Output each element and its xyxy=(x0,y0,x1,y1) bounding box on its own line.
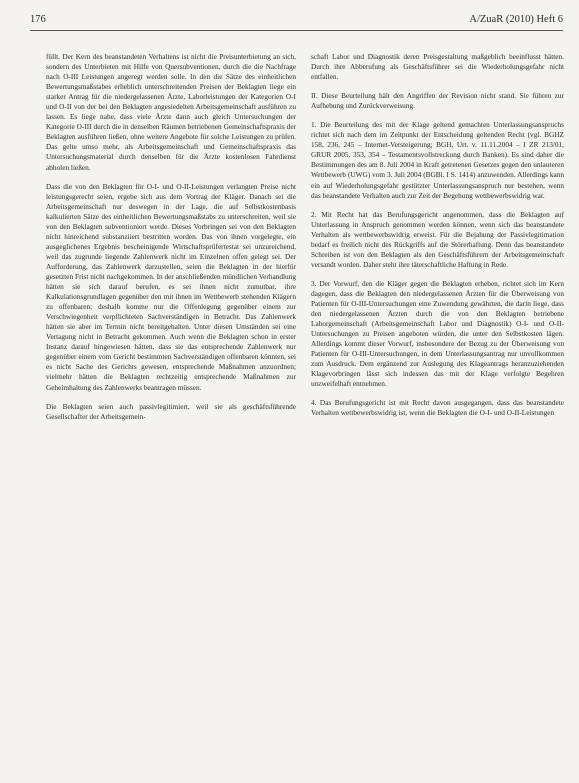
left-column xyxy=(46,52,296,422)
paragraph: Dass die von den Beklagten für O-I- und O-II-Leistungen verlangten Preise nicht leistungsgerecht seien, ergebe sich aus dem Vortrag der Kläger. Danach sei die Arbeitsgemeinschaft nur deswegen in der Lage, die auf Selbstkostenbasis kalkulierten Sätze des einheitlichen Bewertungsmaßstabs zu unterschreiten, weil sie von den Beklagten subventioniert werde. Dieses Vorbringen sei von den Beklagten nicht hinreichend substanziiert bestritten worden. Das von ihnen vorgelegte, ein ausgeglichenes Ergebnis bescheinigende Wirtschaftsprüfertestat sei unzureichend, weil das zugrunde liegende Zahlenwerk nicht im Einzelnen offen gelegt sei. Der Aufforderung, das Zahlenwerk darzustellen, seien die Beklagten in der hierfür gesetzten Frist nicht nachgekommen. In der anschließenden mündlichen Verhandlung hätten sie sich darauf berufen, es sei ihnen nicht zumutbar, ihre Kalkulationsgrundlagen gegenüber den mit ihnen im Wettbewerb stehenden Klägern zu offenbaren; deshalb komme nur die Offenlegung gegenüber einem zur Verschwiegenheit verpflichteten Sachverständigen in Betracht. Das Zahlenwerk hätten sie aber im Termin nicht bereitgehalten. Unter diesen Umständen sei eine Vertagung nicht in Betracht gekommen. Auch wenn die Beklagten schon in erster Instanz darauf hingewiesen hätten, dass sie das entsprechende Zahlenwerk nur gegenüber einem vom Gericht bestimmten Sachverständigen offenbaren könnten, sei es nicht Sache des Gerichts gewesen, entsprechende Maßnahmen anzuordnen; vielmehr hätten die Beklagten rechtzeitig entsprechende Maßnahmen zur Geheimhaltung des Zahlenwerks beantragen müssen. xyxy=(46,181,296,392)
paragraph: II. Diese Beurteilung hält den Angriffen der Revision nicht stand. Sie führen zur Aufhebung und Zurückverweisung. xyxy=(311,91,564,111)
page-header xyxy=(30,12,563,31)
paragraph: füllt. Der Kern des beanstandeten Verhaltens ist nicht die Preisunterbietung an sich, sondern des Unterbieten mit Hilfe von Quersubventionen, durch die die Nachfrage nach O-III Leistungen angeregt werden solle. In den die Sätze des einheitlichen Bewertungsmaßstabes erheblich unterschreitenden Preisen der Beklagten liege ein starker Antrag für die niedergelassenen Ärzte, Laborleistungen der Kategorien O-I und O-II von der bei den Beklagten angesiedelten Arbeitsgemeinschaft ausführen zu lassen. Es liege nahe, dass viele Ärzte dann auch gleich Untersuchungen der Kategorie O-III durch die in denselben Räumen betriebenen Gemeinschaftspraxis der Beklagten ausführen ließen, ohne weitere Angebote für solche Leistungen zu prüfen. Das gelte umso mehr, als Arbeitsgemeinschaft und Gemeinschaftspraxis das Untersuchungsmaterial durch denselben für die Ärzte kostenlosen Fahrdienst abholen ließen. xyxy=(46,52,296,172)
paragraph: 1. Die Beurteilung des mit der Klage geltend gemachten Unterlassungsanspruchs richtet sich nach dem im Zeitpunkt der Entscheidung geltenden Recht (vgl. BGHZ 158, 236, 245 – Internet-Versteigerung; BGH, Urt. v. 11.11.2004 – I ZR 213/01, GRUR 2005, 353, 354 – Testamentsvollstreckung durch Banken). Es sind daher die Bestimmungen des am 8. Juli 2004 in Kraft getretenen Gesetzes gegen den unlauteren Wettbewerb (UWG) vom 3. Juli 2004 (BGBl. I S. 1414) anzuwenden. Allerdings kann ein auf Wiederholungsgefahr gestützter Unterlassungsanspruch nur bestehen, wenn das beanstandete Verhalten auch zur Zeit der Begehung wettbewerbswidrig war. xyxy=(311,120,564,200)
page-number: 176 xyxy=(30,14,46,25)
paragraph: Die Beklagten seien auch passivlegitimiert, weil sie als geschäftsführende Gesellschafter der Arbeitsgemein- xyxy=(46,401,296,421)
paragraph: 4. Das Berufungsgericht ist mit Recht davon ausgegangen, dass das beanstandete Verhalten wettbewerbswidrig ist, wenn die Beklagten die O-I- und O-II-Leistungen xyxy=(311,398,564,418)
paragraph: 3. Der Vorwurf, den die Kläger gegen die Beklagten erheben, richtet sich im Kern dagegen, dass die Beklagten den niedergelassenen Ärzten für die Überweisung von Patienten für O-III-Untersuchungen eine Zuwendung gewährten, die darin liege, dass den niedergelassenen Ärzten durch die von den Beklagten betriebene Laborgemeinschaft (Arbeitsgemeinschaft Labor und Diagnostik) O-I- und O-II-Untersuchungen zu Preisen angeboten würden, die unter den Selbstkosten lägen. Allerdings kommt dieser Vorwurf, insbesondere der Bezug zu der Überweisung von Patienten für O-III-Untersuchungen, in dem Unterlassungsantrag nur unvollkommen zum Ausdruck. Dem ergänzend zur Auslegung des Klageantrags heranzuziehenden Klagevorbringen lässt sich indessen das mit der Klage verfolgte Begehren unzweifelhaft entnehmen. xyxy=(311,278,564,389)
right-column xyxy=(311,52,564,419)
paragraph: schaft Labor und Diagnostik deren Preisgestaltung maßgeblich beeinflusst hätten. Durch ihre Abberufung als Geschäftsführer sei die Wiederholungsgefahr nicht entfallen. xyxy=(311,52,564,82)
paragraph: 2. Mit Recht hat das Berufungsgericht angenommen, dass die Beklagten auf Unterlassung in Anspruch genommen werden können, wenn sich das beanstandete Verhalten als wettbewerbswidrig erweist. Für die Bejahung der Passivlegitimation bedarf es freilich nicht des Rückgriffs auf die Störerhaftung. Denn das beanstandete Schreiben ist von den Beklagten als den Geschäftsführern der Arbeitsgemeinschaft versandt worden. Daher steht ihre täterschaftliche Haftung in Rede. xyxy=(311,209,564,269)
running-title: A/ZuaR (2010) Heft 6 xyxy=(469,14,563,25)
